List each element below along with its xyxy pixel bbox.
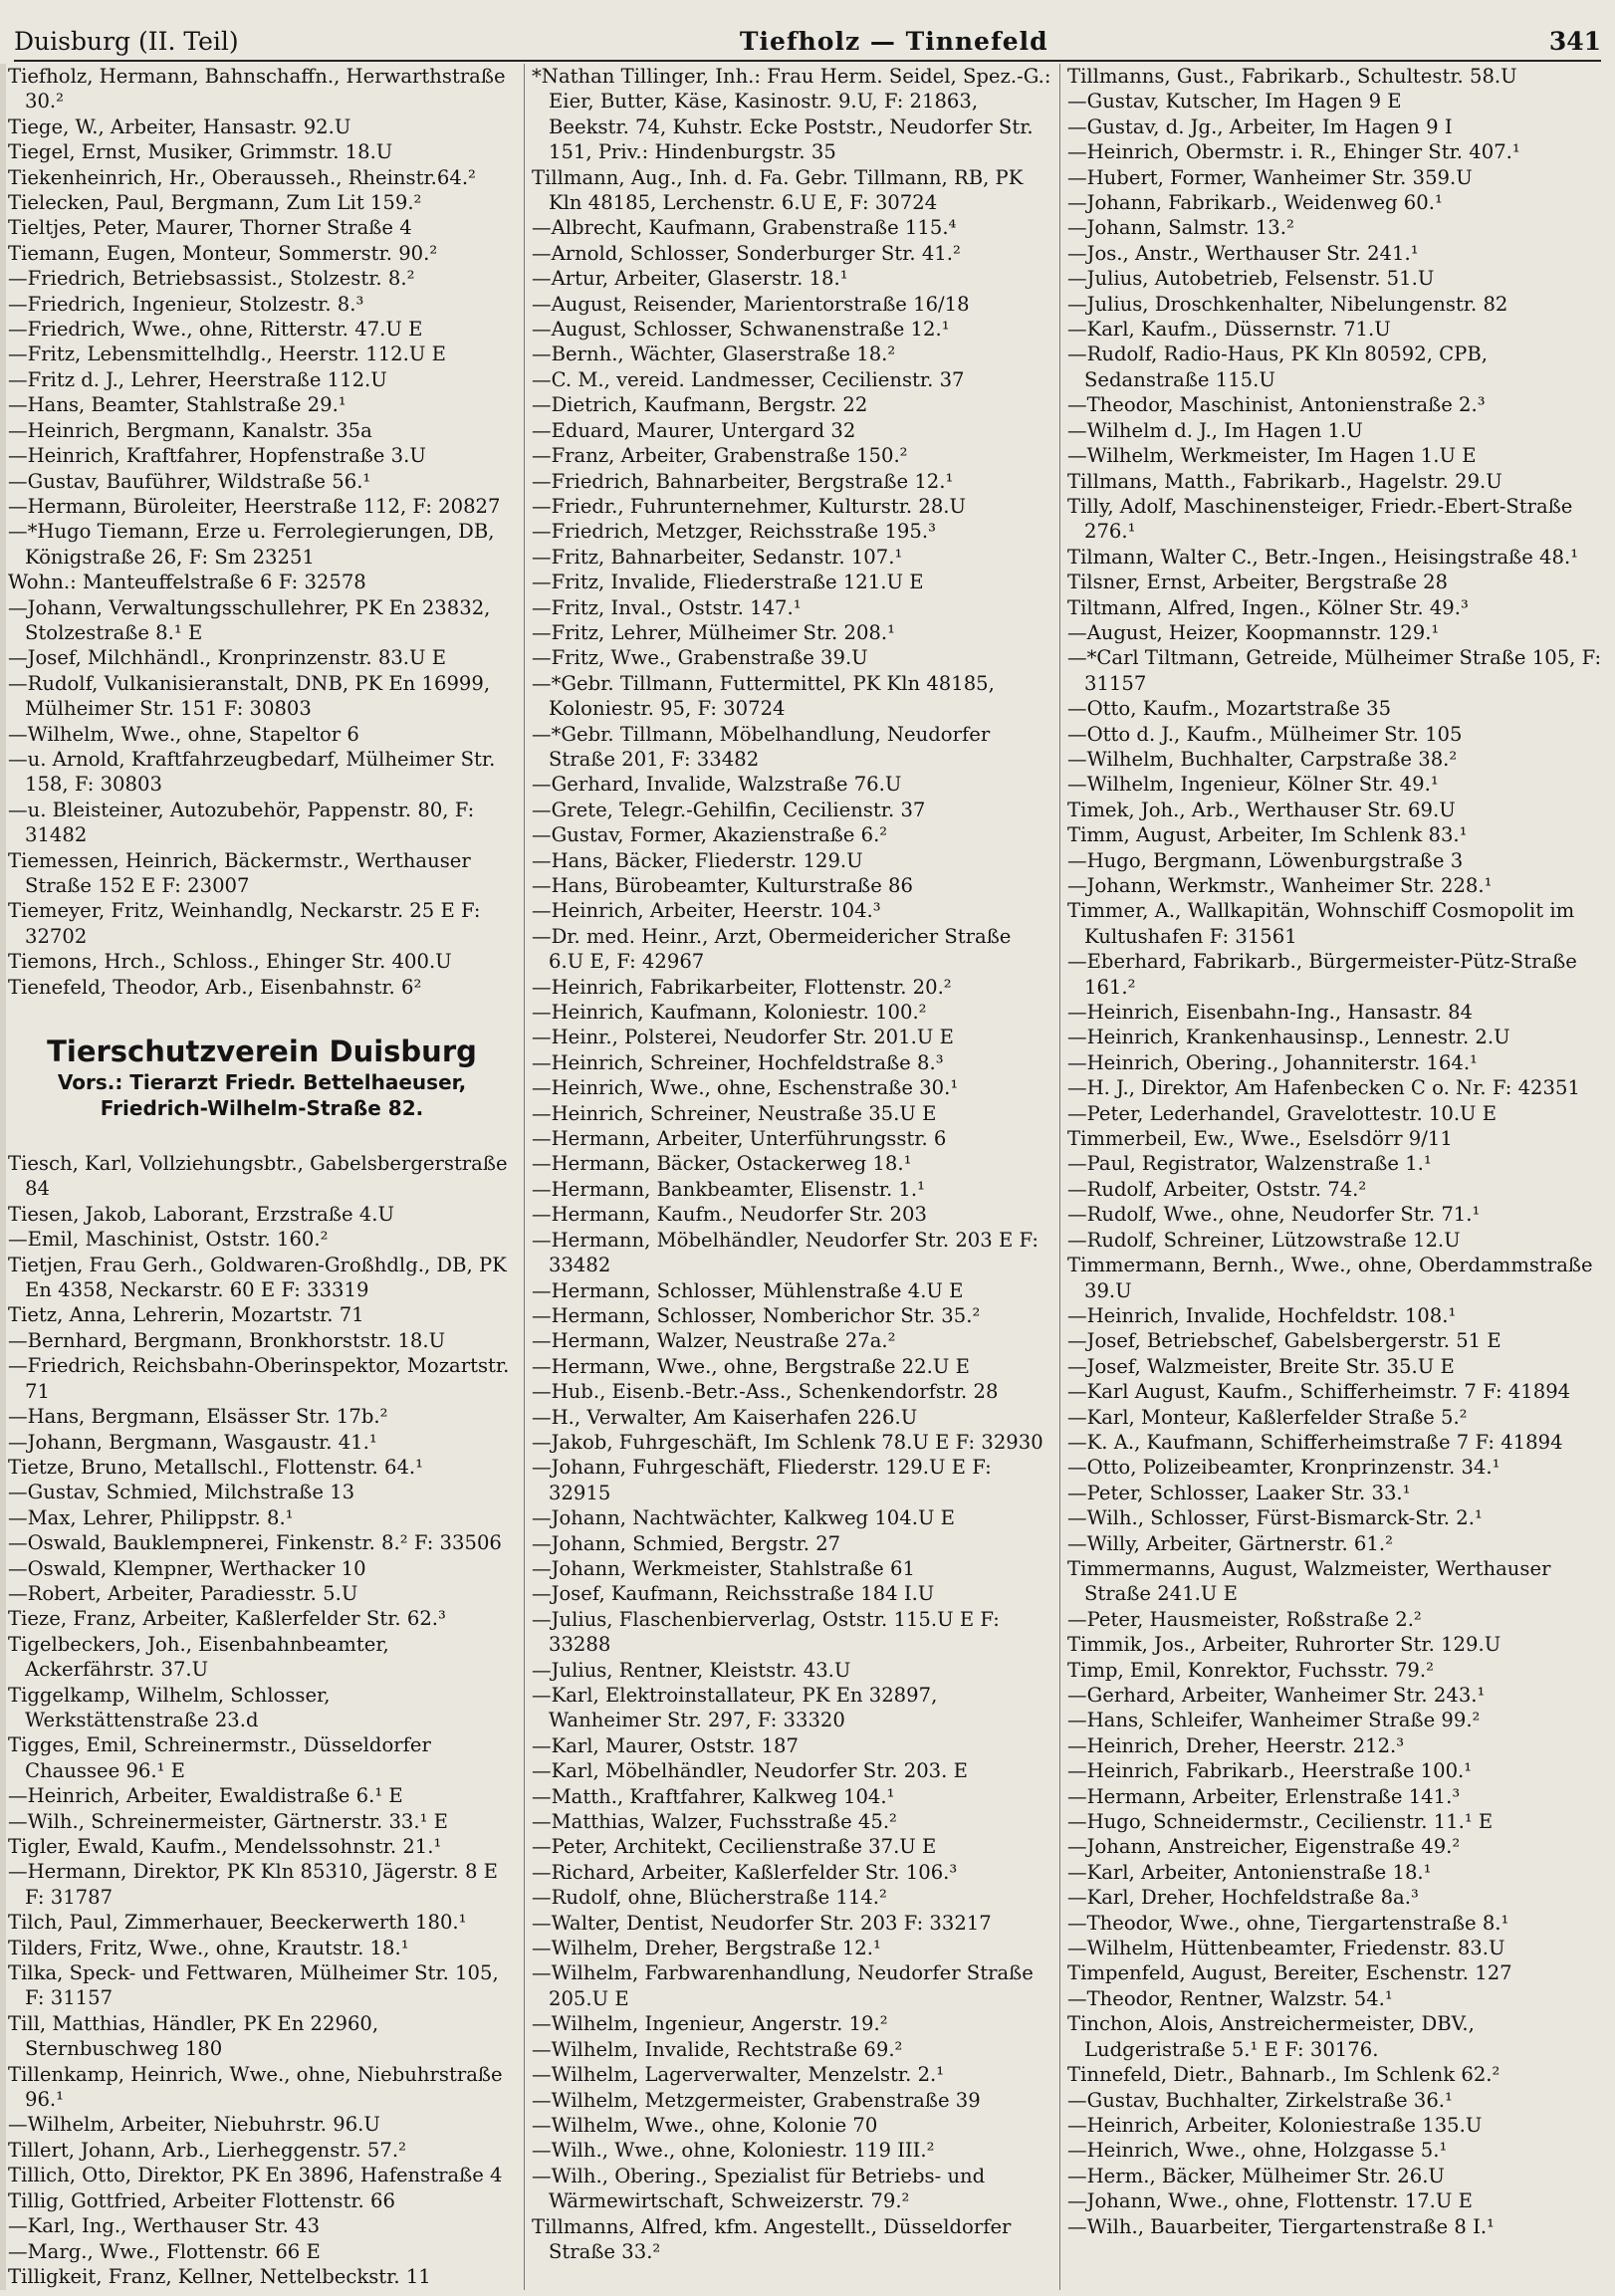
directory-entry: —Jakob, Fuhrgeschäft, Im Schlenk 78.U E F: 32930 — [532, 1430, 1043, 1454]
directory-entry: —Otto, Kaufm., Mozartstraße 35 — [1067, 697, 1392, 721]
directory-entry: —Hans, Bergmann, Elsässer Str. 17b.² — [8, 1405, 388, 1429]
directory-entry: Tilligkeit, Franz, Kellner, Nettelbeckstr. 11 — [8, 2264, 431, 2288]
directory-entry: —Wilhelm, Lagerverwalter, Menzelstr. 2.¹ — [532, 2063, 945, 2087]
directory-entry: Tietz, Anna, Lehrerin, Mozartstr. 71 — [8, 1303, 364, 1327]
ad-line-1: Vors.: Tierarzt Friedr. Bettelhaeuser, — [57, 1070, 467, 1095]
directory-entry: —Julius, Rentner, Kleiststr. 43.U — [532, 1658, 851, 1682]
directory-entry: —Gerhard, Invalide, Walzstraße 76.U — [532, 773, 902, 797]
directory-entry: —Johann, Fabrikarb., Weidenweg 60.¹ — [1067, 191, 1443, 215]
directory-entry: —Walter, Dentist, Neudorfer Str. 203 F: 33217 — [532, 1911, 992, 1935]
header-left: Duisburg (II. Teil) — [14, 27, 239, 56]
directory-entry: —Johann, Bergmann, Wasgaustr. 41.¹ — [8, 1430, 377, 1454]
directory-entry: —Heinrich, Krankenhausinsp., Lennestr. 2.U — [1067, 1026, 1510, 1049]
directory-entry: Tillmanns, Alfred, kfm. Angestellt., Düsseldorfer Straße 33.² — [532, 2214, 1012, 2263]
directory-entry: —Heinrich, Wwe., ohne, Eschenstraße 30.¹ — [532, 1076, 959, 1100]
directory-entry: —Wilhelm, Invalide, Rechtstraße 69.² — [532, 2037, 903, 2061]
directory-entry: —Wilhelm, Buchhalter, Carpstraße 38.² — [1067, 747, 1458, 771]
directory-entry: Wohn.: Manteuffelstraße 6 F: 32578 — [8, 571, 366, 594]
columns — [8, 64, 1607, 2290]
directory-entry: —Fritz d. J., Lehrer, Heerstraße 112.U — [8, 367, 387, 391]
directory-entry: Tiemann, Eugen, Monteur, Sommerstr. 90.² — [8, 241, 438, 265]
directory-entry: —Heinrich, Fabrikarbeiter, Flottenstr. 20.² — [532, 975, 952, 999]
directory-entry: —Wilhelm, Wwe., ohne, Stapeltor 6 — [8, 722, 359, 746]
directory-entry: —Johann, Anstreicher, Eigenstraße 49.² — [1067, 1835, 1461, 1859]
directory-entry: Tiesch, Karl, Vollziehungsbtr., Gabelsbergerstraße 84 — [8, 1152, 508, 1201]
directory-entry: —Heinrich, Arbeiter, Koloniestraße 135.U — [1067, 2113, 1483, 2137]
directory-entry: —Friedrich, Metzger, Reichsstraße 195.³ — [532, 520, 936, 544]
directory-entry: —Oswald, Bauklempnerei, Finkenstr. 8.² F: 33506 — [8, 1531, 502, 1555]
directory-entry: —Heinrich, Obermstr. i. R., Ehinger Str. 407.¹ — [1067, 140, 1520, 164]
directory-entry: —Theodor, Maschinist, Antonienstraße 2.³ — [1067, 393, 1486, 417]
directory-entry: —Friedrich, Reichsbahn-Oberinspektor, Mozartstr. 71 — [8, 1354, 510, 1403]
directory-entry: Tilch, Paul, Zimmerhauer, Beeckerwerth 180.¹ — [8, 1911, 467, 1935]
directory-entry: Timmermanns, August, Walzmeister, Werthauser Straße 241.U E — [1067, 1556, 1551, 1606]
directory-entry: —Fritz, Inval., Oststr. 147.¹ — [532, 595, 802, 619]
directory-entry: —Herm., Bäcker, Mülheimer Str. 26.U — [1067, 2164, 1445, 2187]
directory-entry: —Wilhelm, Ingenieur, Angerstr. 19.² — [532, 2012, 888, 2036]
directory-entry: —Karl, Kaufm., Düssernstr. 71.U — [1067, 318, 1391, 342]
directory-entry: —Eduard, Maurer, Untergard 32 — [532, 418, 856, 442]
directory-entry: —Karl, Dreher, Hochfeldstraße 8a.³ — [1067, 1886, 1419, 1910]
directory-entry: —Wilhelm d. J., Im Hagen 1.U — [1067, 418, 1363, 442]
directory-entry: —Wilhelm, Farbwarenhandlung, Neudorfer Straße 205.U E — [532, 1961, 1034, 2010]
directory-entry: —Hermann, Büroleiter, Heerstraße 112, F: 20827 — [8, 494, 501, 518]
directory-entry: Timp, Emil, Konrektor, Fuchsstr. 79.² — [1067, 1658, 1434, 1682]
directory-entry: Tiemeyer, Fritz, Weinhandlg, Neckarstr. 25 E F: 32702 — [8, 899, 481, 948]
directory-entry: —Hermann, Direktor, PK Kln 85310, Jägerstr. 8 E F: 31787 — [8, 1860, 498, 1909]
directory-entry: —Heinrich, Bergmann, Kanalstr. 35a — [8, 418, 372, 442]
directory-entry: —Fritz, Lehrer, Mülheimer Str. 208.¹ — [532, 620, 895, 644]
directory-entry: —Johann, Salmstr. 13.² — [1067, 216, 1294, 240]
directory-entry: —Gustav, Kutscher, Im Hagen 9 E — [1067, 90, 1402, 114]
column-1-entries-bottom — [8, 1151, 516, 2289]
directory-entry: —Peter, Schlosser, Laaker Str. 33.¹ — [1067, 1481, 1411, 1504]
directory-entry: Tiltmann, Alfred, Ingen., Kölner Str. 49.³ — [1067, 595, 1469, 619]
page-header — [14, 14, 1601, 62]
directory-entry: —Wilh., Schlosser, Fürst-Bismarck-Str. 2.¹ — [1067, 1506, 1483, 1530]
directory-entry: —Robert, Arbeiter, Paradiesstr. 5.U — [8, 1581, 358, 1605]
directory-entry: *Nathan Tillinger, Inh.: Frau Herm. Seidel, Spez.-G.: Eier, Butter, Käse, Kasinostr. 9.U, F: 21863, Beekstr. 74, Kuhstr. Ecke Poststr., Neudorfer Str. 151, Priv.: Hindenburgstr. 35 — [532, 65, 1051, 164]
directory-entry: —u. Bleisteiner, Autozubehör, Pappenstr. 80, F: 31482 — [8, 798, 475, 847]
directory-entry: Tilders, Fritz, Wwe., ohne, Krautstr. 18.¹ — [8, 1936, 409, 1959]
directory-entry: Timpenfeld, August, Bereiter, Eschenstr. 127 — [1067, 1961, 1512, 1985]
directory-entry: Timm, August, Arbeiter, Im Schlenk 83.¹ — [1067, 823, 1468, 847]
directory-entry: —Hans, Bürobeamter, Kulturstraße 86 — [532, 874, 913, 897]
directory-entry: —Hermann, Wwe., ohne, Bergstraße 22.U E — [532, 1354, 970, 1378]
directory-entry: —Hugo, Schneidermstr., Cecilienstr. 11.¹ E — [1067, 1810, 1494, 1834]
directory-entry: —*Gebr. Tillmann, Möbelhandlung, Neudorfer Straße 201, F: 33482 — [532, 722, 991, 771]
directory-entry: —Heinrich, Obering., Johanniterstr. 164.¹ — [1067, 1050, 1478, 1074]
directory-entry: —Franz, Arbeiter, Grabenstraße 150.² — [532, 444, 908, 468]
directory-entry: —Gustav, Schmied, Milchstraße 13 — [8, 1481, 355, 1504]
directory-entry: Tillenkamp, Heinrich, Wwe., ohne, Niebuhrstraße 96.¹ — [8, 2062, 503, 2112]
directory-entry: —Eberhard, Fabrikarb., Bürgermeister-Pütz-Straße 161.² — [1067, 950, 1577, 999]
ad-title: Tierschutzverein Duisburg — [47, 1034, 477, 1069]
column-3 — [1067, 64, 1605, 2290]
directory-entry: —Hermann, Schlosser, Mühlenstraße 4.U E — [532, 1278, 964, 1302]
directory-entry: —Rudolf, Vulkanisieranstalt, DNB, PK En 16999, Mülheimer Str. 151 F: 30803 — [8, 671, 491, 721]
directory-entry: Tilmann, Walter C., Betr.-Ingen., Heisingstraße 48.¹ — [1067, 545, 1579, 569]
directory-entry: —Heinr., Polsterei, Neudorfer Str. 201.U E — [532, 1026, 954, 1049]
directory-entry: Tilly, Adolf, Maschinensteiger, Friedr.-Ebert-Straße 276.¹ — [1067, 494, 1573, 544]
directory-entry: Tinchon, Alois, Anstreichermeister, DBV., Ludgeristraße 5.¹ E F: 30176. — [1067, 2012, 1475, 2061]
directory-entry: —Hermann, Arbeiter, Erlenstraße 141.³ — [1067, 1784, 1461, 1808]
directory-entry: —Gustav, Buchhalter, Zirkelstraße 36.¹ — [1067, 2088, 1453, 2112]
directory-entry: —Peter, Architekt, Cecilienstraße 37.U E — [532, 1835, 937, 1859]
directory-entry: Tiemons, Hrch., Schloss., Ehinger Str. 400.U — [8, 950, 452, 974]
directory-entry: —Karl, Maurer, Oststr. 187 — [532, 1733, 799, 1757]
column-1-entries-top — [8, 64, 516, 1000]
directory-entry: —Hans, Bäcker, Fliederstr. 129.U — [532, 848, 863, 872]
directory-entry: —Rudolf, Radio-Haus, PK Kln 80592, CPB, Sedanstraße 115.U — [1067, 343, 1488, 391]
directory-entry: —Heinrich, Arbeiter, Heerstr. 104.³ — [532, 899, 881, 923]
directory-entry: —Friedrich, Ingenieur, Stolzestr. 8.³ — [8, 292, 364, 316]
directory-entry: —Gerhard, Arbeiter, Wanheimer Str. 243.¹ — [1067, 1684, 1486, 1707]
directory-entry: —Wilhelm, Arbeiter, Niebuhrstr. 96.U — [8, 2113, 380, 2137]
directory-entry: —Heinrich, Fabrikarb., Heerstraße 100.¹ — [1067, 1759, 1473, 1783]
directory-entry: Tillert, Johann, Arb., Lierheggenstr. 57.² — [8, 2138, 406, 2162]
directory-entry: —Karl, Möbelhändler, Neudorfer Str. 203. E — [532, 1759, 968, 1783]
directory-entry: —Theodor, Wwe., ohne, Tiergartenstraße 8.¹ — [1067, 1911, 1509, 1935]
directory-entry: —Hermann, Kaufm., Neudorfer Str. 203 — [532, 1203, 927, 1227]
directory-entry: —Johann, Fuhrgeschäft, Fliederstr. 129.U E F: 32915 — [532, 1456, 992, 1504]
directory-entry: —Karl, Elektroinstallateur, PK En 32897, Wanheimer Str. 297, F: 33320 — [532, 1684, 938, 1732]
directory-entry: —Heinrich, Kaufmann, Koloniestr. 100.² — [532, 1001, 927, 1025]
directory-entry: Tiemessen, Heinrich, Bäckermstr., Werthauser Straße 152 E F: 23007 — [8, 848, 471, 897]
directory-entry: —Hubert, Former, Wanheimer Str. 359.U — [1067, 165, 1473, 189]
directory-entry: —Johann, Wwe., ohne, Flottenstr. 17.U E — [1067, 2189, 1473, 2213]
directory-entry: —Bernhard, Bergmann, Bronkhorststr. 18.U — [8, 1328, 446, 1352]
directory-entry: Timmermann, Bernh., Wwe., ohne, Oberdammstraße 39.U — [1067, 1254, 1593, 1302]
directory-entry: —Johann, Werkmeister, Stahlstraße 61 — [532, 1556, 915, 1580]
directory-entry: —Hermann, Bäcker, Ostackerweg 18.¹ — [532, 1152, 912, 1176]
directory-entry: Tillmans, Matth., Fabrikarb., Hagelstr. 29.U — [1067, 469, 1502, 493]
directory-entry: —u. Arnold, Kraftfahrzeugbedarf, Mülheimer Str. 158, F: 30803 — [8, 747, 496, 797]
directory-entry: —Matthias, Walzer, Fuchsstraße 45.² — [532, 1810, 897, 1834]
directory-entry: —Rudolf, Arbeiter, Oststr. 74.² — [1067, 1177, 1367, 1201]
directory-entry: —Wilhelm, Wwe., ohne, Kolonie 70 — [532, 2113, 878, 2137]
directory-entry: Tigelbeckers, Joh., Eisenbahnbeamter, Ackerfährstr. 37.U — [8, 1632, 389, 1682]
directory-entry: —Otto d. J., Kaufm., Mülheimer Str. 105 — [1067, 722, 1463, 746]
ad-line-2: Friedrich-Wilhelm-Straße 82. — [100, 1096, 424, 1121]
directory-entry: —Wilhelm, Hüttenbeamter, Friedenstr. 83.U — [1067, 1937, 1505, 1960]
directory-entry: —Wilhelm, Metzgermeister, Grabenstraße 39 — [532, 2088, 981, 2112]
binding-edge — [0, 64, 6, 2290]
directory-entry: —Johann, Werkmstr., Wanheimer Str. 228.¹ — [1067, 874, 1493, 897]
directory-entry: —Friedrich, Wwe., ohne, Ritterstr. 47.U E — [8, 318, 423, 342]
directory-entry: —Julius, Droschkenhalter, Nibelungenstr. 82 — [1067, 292, 1508, 316]
directory-entry: —Peter, Lederhandel, Gravelottestr. 10.U E — [1067, 1101, 1498, 1125]
directory-entry: —Julius, Autobetrieb, Felsenstr. 51.U — [1067, 267, 1435, 291]
directory-entry: —Emil, Maschinist, Oststr. 160.² — [8, 1228, 329, 1252]
column-3-entries — [1067, 64, 1605, 2239]
directory-entry: —Karl, Monteur, Kaßlerfelder Straße 5.² — [1067, 1405, 1468, 1429]
directory-entry: —Jos., Anstr., Werthauser Str. 241.¹ — [1067, 241, 1419, 265]
directory-entry: —Heinrich, Schreiner, Neustraße 35.U E — [532, 1101, 937, 1125]
directory-entry: Tieze, Franz, Arbeiter, Kaßlerfelder Str. 62.³ — [8, 1607, 446, 1631]
directory-entry: Tinnefeld, Dietr., Bahnarb., Im Schlenk 62.² — [1067, 2063, 1500, 2087]
directory-entry: —Wilh., Wwe., ohne, Koloniestr. 119 III.² — [532, 2139, 935, 2163]
directory-entry: —Johann, Nachtwächter, Kalkweg 104.U E — [532, 1506, 955, 1530]
directory-entry: Tillmanns, Gust., Fabrikarb., Schultestr. 58.U — [1067, 65, 1517, 88]
directory-entry: —Hans, Schleifer, Wanheimer Straße 99.² — [1067, 1709, 1481, 1732]
directory-entry: —Friedrich, Betriebsassist., Stolzestr. 8.² — [8, 267, 415, 291]
directory-entry: Tiesen, Jakob, Laborant, Erzstraße 4.U — [8, 1202, 394, 1226]
directory-entry: —*Hugo Tiemann, Erze u. Ferrolegierungen, DB, Königstraße 26, F: Sm 23251 — [8, 520, 495, 569]
directory-entry: —Fritz, Bahnarbeiter, Sedanstr. 107.¹ — [532, 545, 903, 569]
directory-entry: —Fritz, Lebensmittelhdlg., Heerstr. 112.U E — [8, 343, 446, 366]
column-2 — [532, 64, 1051, 2290]
directory-entry: —August, Reisender, Marientorstraße 16/18 — [532, 292, 970, 316]
page-number: 341 — [1548, 27, 1601, 56]
directory-entry: —Peter, Hausmeister, Roßstraße 2.² — [1067, 1607, 1422, 1631]
directory-entry: —Gustav, Bauführer, Wildstraße 56.¹ — [8, 469, 371, 493]
directory-entry: —*Carl Tiltmann, Getreide, Mülheimer Straße 105, F: 31157 — [1067, 646, 1602, 695]
directory-entry: Tilsner, Ernst, Arbeiter, Bergstraße 28 — [1067, 571, 1449, 594]
directory-entry: Tiefholz, Hermann, Bahnschaffn., Herwarthstraße 30.² — [8, 65, 506, 114]
directory-entry: —Paul, Registrator, Walzenstraße 1.¹ — [1067, 1152, 1432, 1176]
directory-entry: —Hugo, Bergmann, Löwenburgstraße 3 — [1067, 848, 1464, 872]
directory-entry: —Julius, Flaschenbierverlag, Oststr. 115.U E F: 33288 — [532, 1607, 1000, 1657]
directory-entry: —Hermann, Walzer, Neustraße 27a.² — [532, 1329, 896, 1353]
directory-entry: —Karl, Ing., Werthauser Str. 43 — [8, 2214, 321, 2238]
directory-entry: Tilka, Speck- und Fettwaren, Mülheimer Str. 105, F: 31157 — [8, 1961, 499, 2010]
directory-entry: —Hans, Beamter, Stahlstraße 29.¹ — [8, 393, 346, 417]
directory-entry: —Heinrich, Arbeiter, Ewaldistraße 6.¹ E — [8, 1784, 403, 1808]
directory-entry: —Wilhelm, Ingenieur, Kölner Str. 49.¹ — [1067, 773, 1439, 797]
directory-entry: Timmik, Jos., Arbeiter, Ruhrorter Str. 129.U — [1067, 1633, 1501, 1657]
directory-entry: —Hermann, Möbelhändler, Neudorfer Str. 203 E F: 33482 — [532, 1228, 1038, 1277]
directory-entry: —Karl, Arbeiter, Antonienstraße 18.¹ — [1067, 1860, 1432, 1884]
directory-entry: —Rudolf, Schreiner, Lützowstraße 12.U — [1067, 1228, 1461, 1252]
directory-entry: Tieltjes, Peter, Maurer, Thorner Straße 4 — [8, 216, 412, 240]
directory-entry: —Heinrich, Eisenbahn-Ing., Hansastr. 84 — [1067, 1001, 1474, 1025]
directory-entry: Tietjen, Frau Gerh., Goldwaren-Großhdlg., DB, PK En 4358, Neckarstr. 60 E F: 33319 — [8, 1253, 507, 1302]
directory-entry: —Heinrich, Invalide, Hochfeldstr. 108.¹ — [1067, 1303, 1457, 1327]
directory-entry: —Max, Lehrer, Philippstr. 8.¹ — [8, 1505, 294, 1529]
directory-entry: —Hermann, Arbeiter, Unterführungsstr. 6 — [532, 1127, 947, 1151]
directory-entry: —Heinrich, Dreher, Heerstr. 212.³ — [1067, 1733, 1405, 1757]
directory-entry: Tillich, Otto, Direktor, PK En 3896, Hafenstraße 4 — [8, 2164, 503, 2187]
directory-entry: Tietze, Bruno, Metallschl., Flottenstr. 64.¹ — [8, 1455, 424, 1479]
directory-entry: —Heinrich, Wwe., ohne, Holzgasse 5.¹ — [1067, 2139, 1448, 2163]
directory-entry: —Arnold, Schlosser, Sonderburger Str. 41.² — [532, 241, 961, 265]
directory-entry: —Josef, Milchhändl., Kronprinzenstr. 83.U E — [8, 646, 447, 670]
column-2-entries — [532, 64, 1051, 2264]
directory-entry: —Willy, Arbeiter, Gärtnerstr. 61.² — [1067, 1531, 1393, 1555]
directory-entry: —Oswald, Klempner, Werthacker 10 — [8, 1556, 366, 1580]
directory-entry: —Rudolf, Wwe., ohne, Neudorfer Str. 71.¹ — [1067, 1203, 1481, 1227]
directory-entry: Tielecken, Paul, Bergmann, Zum Lit 159.² — [8, 191, 422, 215]
directory-entry: —Heinrich, Kraftfahrer, Hopfenstraße 3.U — [8, 444, 426, 468]
directory-entry: —Hermann, Bankbeamter, Elisenstr. 1.¹ — [532, 1177, 925, 1201]
directory-entry: —Rudolf, ohne, Blücherstraße 114.² — [532, 1886, 887, 1910]
directory-entry: —Grete, Telegr.-Gehilfin, Cecilienstr. 37 — [532, 798, 926, 821]
directory-entry: —Friedr., Fuhrunternehmer, Kulturstr. 28.U — [532, 494, 967, 518]
directory-entry: Tiege, W., Arbeiter, Hansastr. 92.U — [8, 115, 351, 138]
directory-entry: —Otto, Polizeibeamter, Kronprinzenstr. 34.¹ — [1067, 1456, 1500, 1480]
directory-entry: —*Gebr. Tillmann, Futtermittel, PK Kln 48185, Koloniestr. 95, F: 30724 — [532, 671, 995, 721]
directory-entry: —Albrecht, Kaufmann, Grabenstraße 115.⁴ — [532, 216, 957, 240]
directory-entry: —Richard, Arbeiter, Kaßlerfelder Str. 106.³ — [532, 1860, 958, 1884]
directory-entry: —Josef, Walzmeister, Breite Str. 35.U E — [1067, 1354, 1455, 1378]
directory-entry: —Wilh., Bauarbeiter, Tiergartenstraße 8 I.¹ — [1067, 2214, 1495, 2238]
directory-entry: Timmerbeil, Ew., Wwe., Eselsdörr 9/11 — [1067, 1127, 1453, 1151]
directory-entry: —H., Verwalter, Am Kaiserhafen 226.U — [532, 1405, 918, 1429]
directory-entry: —Theodor, Rentner, Walzstr. 54.¹ — [1067, 1986, 1393, 2010]
directory-entry: —Fritz, Wwe., Grabenstraße 39.U — [532, 646, 868, 670]
directory-entry: —Artur, Arbeiter, Glaserstr. 18.¹ — [532, 267, 848, 291]
directory-entry: —Marg., Wwe., Flottenstr. 66 E — [8, 2239, 321, 2263]
directory-entry: —Heinrich, Schreiner, Hochfeldstraße 8.³ — [532, 1050, 944, 1074]
directory-entry: —Gustav, d. Jg., Arbeiter, Im Hagen 9 I — [1067, 115, 1453, 138]
directory-entry: —Wilh., Obering., Spezialist für Betriebs- und Wärmewirtschaft, Schweizerstr. 79.² — [532, 2164, 986, 2213]
directory-entry: —Wilhelm, Werkmeister, Im Hagen 1.U E — [1067, 444, 1477, 468]
directory-entry: —August, Heizer, Koopmannstr. 129.¹ — [1067, 620, 1440, 644]
directory-entry: Tiekenheinrich, Hr., Oberausseh., Rheinstr.64.² — [8, 165, 476, 189]
directory-entry: —Hermann, Schlosser, Nomberichor Str. 35.² — [532, 1303, 981, 1327]
directory-entry: Tienefeld, Theodor, Arb., Eisenbahnstr. 6² — [8, 975, 422, 999]
directory-entry: —Josef, Kaufmann, Reichsstraße 184 I.U — [532, 1582, 935, 1606]
directory-entry: Till, Matthias, Händler, PK En 22960, Sternbuschweg 180 — [8, 2011, 379, 2061]
directory-entry: Timek, Joh., Arb., Werthauser Str. 69.U — [1067, 798, 1456, 821]
directory-entry: —Wilh., Schreinermeister, Gärtnerstr. 33.¹ E — [8, 1809, 448, 1833]
directory-entry: —August, Schlosser, Schwanenstraße 12.¹ — [532, 318, 950, 342]
directory-entry: Timmer, A., Wallkapitän, Wohnschiff Cosmopolit im Kultushafen F: 31561 — [1067, 899, 1575, 948]
directory-entry: —Josef, Betriebschef, Gabelsbergerstr. 51 E — [1067, 1329, 1501, 1353]
directory-entry: —Matth., Kraftfahrer, Kalkweg 104.¹ — [532, 1784, 895, 1808]
directory-entry: —Dietrich, Kaufmann, Bergstr. 22 — [532, 393, 868, 417]
directory-entry: —Wilhelm, Dreher, Bergstraße 12.¹ — [532, 1937, 881, 1960]
column-1 — [8, 64, 516, 2290]
directory-entry: Tillmann, Aug., Inh. d. Fa. Gebr. Tillmann, RB, PK Kln 48185, Lerchenstr. 6.U E, F: 30724 — [532, 165, 1024, 215]
directory-entry: —Johann, Verwaltungsschullehrer, PK En 23832, Stolzestraße 8.¹ E — [8, 595, 491, 644]
directory-entry: —K. A., Kaufmann, Schifferheimstraße 7 F: 41894 — [1067, 1430, 1563, 1454]
directory-entry: Tigler, Ewald, Kaufm., Mendelssohnstr. 21.¹ — [8, 1835, 442, 1858]
directory-entry: —Bernh., Wächter, Glaserstraße 18.² — [532, 343, 896, 366]
directory-entry: Tillig, Gottfried, Arbeiter Flottenstr. 66 — [8, 2188, 395, 2212]
directory-entry: —C. M., vereid. Landmesser, Cecilienstr. 37 — [532, 367, 965, 391]
directory-entry: —Gustav, Former, Akazienstraße 6.² — [532, 823, 888, 847]
directory-entry: —Friedrich, Bahnarbeiter, Bergstraße 12.¹ — [532, 469, 954, 493]
directory-entry: —Johann, Schmied, Bergstr. 27 — [532, 1531, 841, 1555]
directory-entry: —Fritz, Invalide, Fliederstraße 121.U E — [532, 571, 924, 594]
directory-entry: —H. J., Direktor, Am Hafenbecken C o. Nr. F: 42351 — [1067, 1076, 1580, 1100]
header-center: Tiefholz — Tinnefeld — [739, 27, 1048, 56]
directory-entry: —Hub., Eisenb.-Betr.-Ass., Schenkendorfstr. 28 — [532, 1380, 999, 1404]
directory-entry: Tiegel, Ernst, Musiker, Grimmstr. 18.U — [8, 140, 393, 164]
directory-entry: —Karl August, Kaufm., Schifferheimstr. 7 F: 41894 — [1067, 1380, 1571, 1404]
directory-entry: Tiggelkamp, Wilhelm, Schlosser, Werkstättenstraße 23.d — [8, 1683, 331, 1731]
directory-entry: —Dr. med. Heinr., Arzt, Obermeidericher Straße 6.U E, F: 42967 — [532, 924, 1012, 974]
directory-entry: Tigges, Emil, Schreinermstr., Düsseldorfer Chaussee 96.¹ E — [8, 1733, 431, 1782]
advertisement — [8, 1033, 516, 1121]
